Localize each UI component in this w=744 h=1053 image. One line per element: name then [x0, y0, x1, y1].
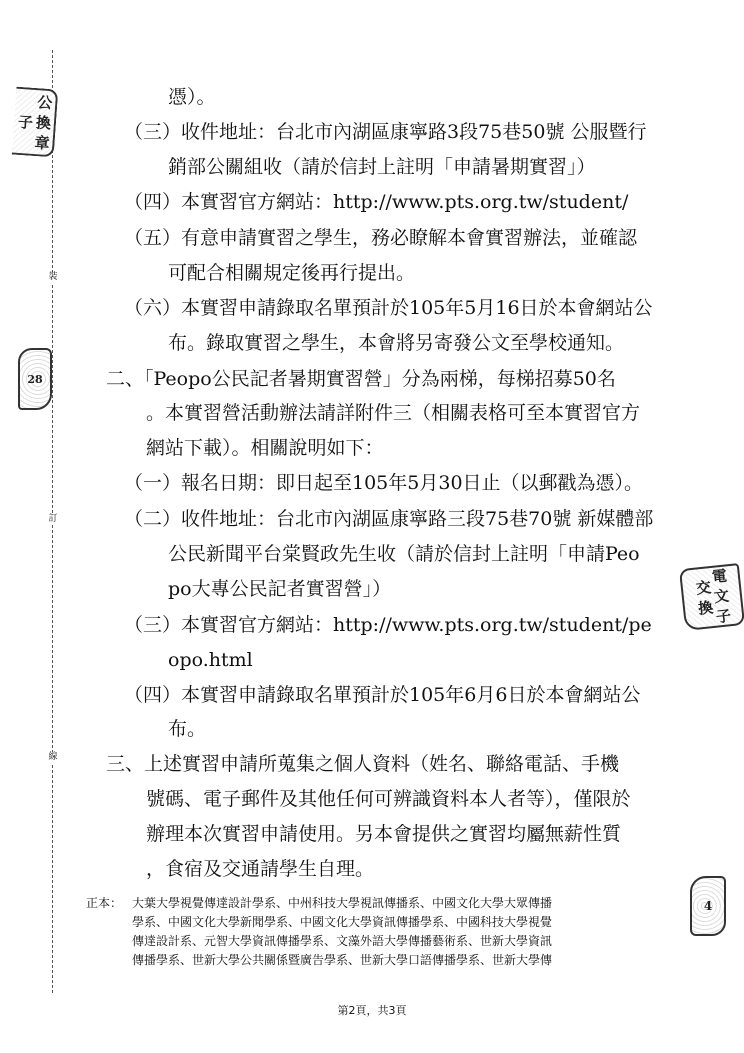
- body-line: 可配合相關規定後再行提出。: [168, 262, 416, 284]
- body-line: 公民新聞平台棠賢政先生收（請於信封上註明「申請Peo: [168, 543, 640, 565]
- body-line: 布。錄取實習之學生，本會將另寄發公文至學校通知。: [168, 332, 625, 354]
- body-line: （一）報名日期：即日起至105年5月30日止（以郵戳為憑）。: [124, 472, 644, 494]
- body-line: po大專公民記者實習營」）: [168, 578, 392, 600]
- body-line: （六）本實習申請錄取名單預計於105年5月16日於本會網站公: [124, 297, 653, 319]
- body-line: 三、上述實習申請所蒐集之個人資料（姓名、聯絡電話、手機: [106, 753, 620, 775]
- body-line: 辦理本次實習申請使用。另本會提供之實習均屬無薪性質: [146, 823, 622, 845]
- body-line: opo.html: [168, 649, 253, 671]
- body-line: 布。: [168, 718, 207, 740]
- body-line: （五）有意申請實習之學生，務必瞭解本會實習辦法，並確認: [124, 227, 638, 249]
- binding-label-ding: 訂: [48, 514, 58, 524]
- body-line: 號碼、電子郵件及其他任何可辨識資料本人者等），僅限於: [146, 788, 631, 810]
- cc-recipients: [86, 894, 666, 970]
- body-line: 二、「Peopo公民記者暑期實習營」分為兩梯，每梯招募50名: [106, 368, 616, 390]
- binding-label-zhuang: 裝: [48, 272, 58, 282]
- body-line: （三）本實習官方網站：http://www.pts.org.tw/student/pe: [124, 614, 652, 636]
- body-line: （三）收件地址：台北市內湖區康寧路3段75巷50號 公服暨行: [124, 121, 647, 143]
- right-seal-stamp: 4: [690, 876, 726, 936]
- body-line: （二）收件地址：台北市內湖區康寧路三段75巷70號 新媒體部: [124, 508, 654, 530]
- cc-label: 正本：: [86, 896, 123, 910]
- cc-line: 學系、中國文化大學新聞學系、中國文化大學資訊傳播學系、中國科技大學視覺: [132, 915, 553, 929]
- body-line: 。本實習營活動辦法請詳附件三（相關表格可至本實習官方: [146, 402, 641, 424]
- body-line: ，食宿及交通請學生自理。: [146, 858, 375, 880]
- left-seal-stamp: 28: [18, 348, 52, 410]
- body-line: （四）本實習申請錄取名單預計於105年6月6日於本會網站公: [124, 684, 641, 706]
- page-footer: 第2頁，共3頁: [337, 1004, 407, 1017]
- electronic-exchange-stamp: 電 文 子 交 換: [679, 563, 744, 631]
- body-line: 網站下載）。相關說明如下：: [146, 437, 384, 459]
- official-seal-stamp: 公 換 章 子: [12, 87, 59, 158]
- cc-line: 傳播學系、世新大學公共關係暨廣告學系、世新大學口語傳播學系、世新大學傳: [132, 953, 553, 967]
- cc-line: 大葉大學視覺傳達設計學系、中州科技大學視訊傳播系、中國文化大學大眾傳播: [132, 896, 553, 910]
- binding-label-xian: 線: [48, 752, 58, 762]
- body-line: （四）本實習官方網站：http://www.pts.org.tw/student/: [124, 191, 629, 213]
- body-line: 銷部公關組收（請於信封上註明「申請暑期實習」）: [168, 156, 596, 178]
- body-line: 憑）。: [168, 86, 216, 108]
- cc-line: 傳達設計系、元智大學資訊傳播學系、文藻外語大學傳播藝術系、世新大學資訊: [132, 934, 553, 948]
